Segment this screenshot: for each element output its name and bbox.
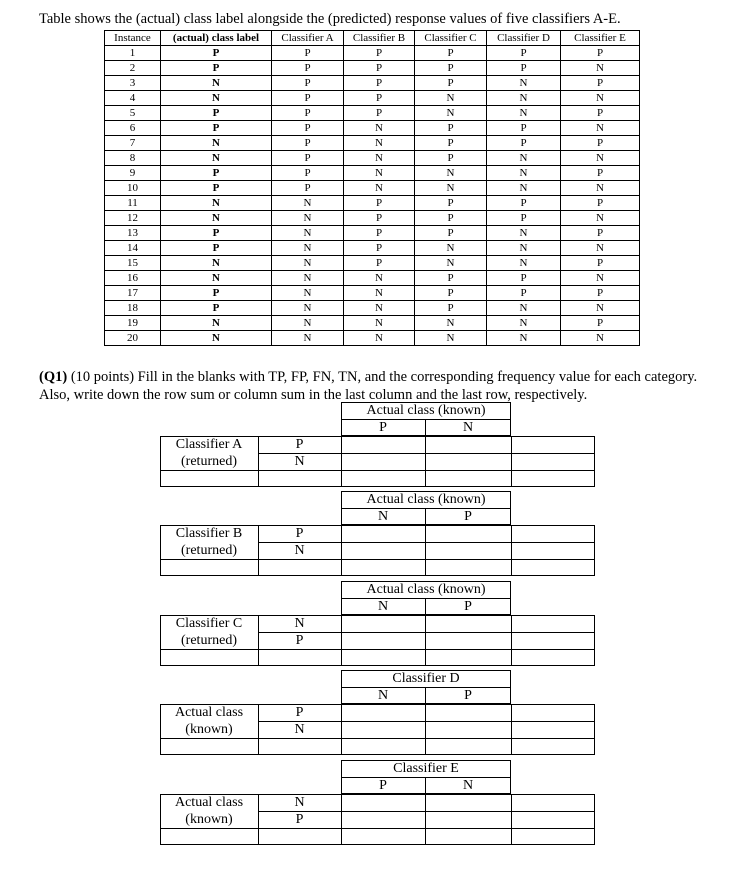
- prediction-cell: P: [415, 271, 487, 286]
- prediction-cell: P: [415, 61, 487, 76]
- prediction-cell: P: [272, 61, 344, 76]
- prediction-cell: N: [487, 316, 561, 331]
- prediction-cell: P: [415, 136, 487, 151]
- prediction-cell: P: [561, 76, 640, 91]
- prediction-cell: N: [561, 91, 640, 106]
- header-classifier-e: Classifier E: [561, 31, 640, 46]
- matrix-col-label: P: [464, 688, 472, 703]
- table-row: [105, 226, 640, 241]
- table-row: [105, 46, 640, 61]
- prediction-cell: N: [487, 331, 561, 346]
- grid-line: [160, 738, 595, 739]
- header-instance: Instance: [105, 31, 161, 46]
- table-row: [105, 271, 640, 286]
- table-row: [105, 136, 640, 151]
- matrix-col-label: P: [379, 778, 387, 793]
- question-q1: [39, 368, 719, 404]
- instance-cell: 12: [105, 211, 161, 226]
- instance-cell: 14: [105, 241, 161, 256]
- grid-line: [341, 525, 342, 576]
- prediction-cell: P: [344, 256, 415, 271]
- grid-line: [341, 615, 342, 666]
- table-row: [105, 91, 640, 106]
- table-row: [105, 241, 640, 256]
- actual-label-cell: P: [161, 301, 272, 316]
- matrix-row-label: N: [294, 616, 305, 631]
- prediction-cell: P: [344, 241, 415, 256]
- prediction-cell: P: [272, 121, 344, 136]
- matrix-header: Actual class (known): [366, 403, 486, 418]
- instance-cell: 13: [105, 226, 161, 241]
- instance-cell: 8: [105, 151, 161, 166]
- prediction-cell: P: [272, 181, 344, 196]
- table-row: [105, 256, 640, 271]
- prediction-cell: P: [561, 136, 640, 151]
- prediction-cell: P: [272, 91, 344, 106]
- prediction-cell: P: [272, 46, 344, 61]
- prediction-cell: N: [561, 181, 640, 196]
- prediction-cell: P: [415, 121, 487, 136]
- matrix-col-label: N: [462, 778, 474, 793]
- prediction-cell: P: [344, 76, 415, 91]
- table-row: [105, 151, 640, 166]
- instance-cell: 7: [105, 136, 161, 151]
- prediction-cell: N: [415, 91, 487, 106]
- matrix-header: Actual class (known): [366, 492, 486, 507]
- actual-label-cell: N: [161, 196, 272, 211]
- prediction-cell: P: [561, 106, 640, 121]
- matrix-row-label: P: [295, 437, 304, 452]
- table-row: [105, 61, 640, 76]
- instance-cell: 6: [105, 121, 161, 136]
- actual-label-cell: P: [161, 106, 272, 121]
- prediction-cell: N: [272, 271, 344, 286]
- matrix-row-title: Classifier A: [175, 437, 243, 452]
- table-row: [105, 181, 640, 196]
- prediction-cell: N: [561, 301, 640, 316]
- actual-label-cell: N: [161, 136, 272, 151]
- prediction-cell: P: [561, 226, 640, 241]
- matrix-row-label: P: [295, 812, 304, 827]
- prediction-cell: P: [561, 286, 640, 301]
- matrix-col-label: N: [377, 599, 389, 614]
- instance-cell: 10: [105, 181, 161, 196]
- prediction-cell: P: [487, 211, 561, 226]
- matrix-col-label: N: [377, 688, 389, 703]
- matrix-row-label: P: [295, 705, 304, 720]
- grid-line: [341, 794, 342, 845]
- prediction-cell: P: [487, 286, 561, 301]
- prediction-cell: N: [415, 241, 487, 256]
- prediction-cell: N: [487, 76, 561, 91]
- prediction-cell: P: [344, 91, 415, 106]
- grid-line: [511, 794, 512, 845]
- prediction-cell: P: [561, 46, 640, 61]
- prediction-cell: N: [415, 316, 487, 331]
- prediction-cell: P: [415, 46, 487, 61]
- table-row: [105, 196, 640, 211]
- table-row: [105, 106, 640, 121]
- prediction-cell: N: [272, 241, 344, 256]
- prediction-cell: N: [344, 166, 415, 181]
- header-classifier-a: Classifier A: [272, 31, 344, 46]
- prediction-cell: N: [272, 196, 344, 211]
- instance-cell: 4: [105, 91, 161, 106]
- matrix-row-label: N: [294, 722, 305, 737]
- actual-label-cell: N: [161, 256, 272, 271]
- matrix-header: Actual class (known): [366, 582, 486, 597]
- prediction-cell: N: [272, 316, 344, 331]
- instance-cell: 3: [105, 76, 161, 91]
- prediction-cell: N: [487, 106, 561, 121]
- grid-line: [160, 649, 595, 650]
- prediction-cell: N: [272, 286, 344, 301]
- prediction-cell: N: [344, 136, 415, 151]
- actual-label-cell: P: [161, 46, 272, 61]
- table-row: [105, 166, 640, 181]
- prediction-cell: P: [487, 121, 561, 136]
- prediction-cell: N: [272, 301, 344, 316]
- matrix-col-label: P: [379, 420, 387, 435]
- grid-line: [425, 525, 426, 576]
- grid-line: [425, 794, 426, 845]
- grid-line: [511, 525, 512, 576]
- grid-line: [425, 436, 426, 487]
- prediction-cell: N: [344, 331, 415, 346]
- actual-label-cell: N: [161, 76, 272, 91]
- matrix-header: Classifier D: [392, 671, 460, 686]
- prediction-cell: P: [272, 106, 344, 121]
- instance-cell: 5: [105, 106, 161, 121]
- prediction-cell: P: [487, 136, 561, 151]
- actual-label-cell: P: [161, 181, 272, 196]
- instance-cell: 18: [105, 301, 161, 316]
- matrix-col-label: N: [462, 420, 474, 435]
- prediction-cell: N: [272, 331, 344, 346]
- header-classifier-c: Classifier C: [415, 31, 487, 46]
- prediction-cell: N: [487, 241, 561, 256]
- prediction-cell: N: [344, 286, 415, 301]
- actual-label-cell: P: [161, 226, 272, 241]
- instance-cell: 19: [105, 316, 161, 331]
- matrix-row-label: N: [294, 543, 305, 558]
- matrix-row-title-sub: (returned): [181, 633, 237, 648]
- matrix-col-label: P: [464, 509, 472, 524]
- prediction-cell: N: [415, 331, 487, 346]
- prediction-cell: P: [415, 226, 487, 241]
- actual-label-cell: P: [161, 121, 272, 136]
- prediction-cell: N: [561, 61, 640, 76]
- table-header-row: [105, 31, 640, 46]
- prediction-cell: N: [561, 271, 640, 286]
- prediction-cell: N: [272, 211, 344, 226]
- instance-cell: 11: [105, 196, 161, 211]
- grid-line: [160, 828, 595, 829]
- table-row: [105, 76, 640, 91]
- matrix-row-title: Classifier B: [175, 526, 243, 541]
- instance-cell: 1: [105, 46, 161, 61]
- prediction-cell: N: [344, 316, 415, 331]
- prediction-cell: N: [415, 106, 487, 121]
- prediction-cell: P: [561, 256, 640, 271]
- table-row: [105, 301, 640, 316]
- grid-line: [425, 615, 426, 666]
- matrix-header: Classifier E: [393, 761, 459, 776]
- prediction-cell: P: [415, 286, 487, 301]
- prediction-cell: P: [272, 151, 344, 166]
- prediction-cell: P: [487, 196, 561, 211]
- grid-line: [341, 436, 342, 487]
- prediction-cell: P: [344, 196, 415, 211]
- prediction-cell: P: [415, 151, 487, 166]
- prediction-cell: P: [415, 211, 487, 226]
- prediction-cell: N: [561, 121, 640, 136]
- prediction-cell: P: [561, 166, 640, 181]
- table-row: [105, 286, 640, 301]
- prediction-cell: N: [487, 91, 561, 106]
- prediction-cell: P: [561, 316, 640, 331]
- prediction-cell: N: [561, 241, 640, 256]
- header-actual-label: (actual) class label: [161, 31, 272, 46]
- prediction-cell: P: [487, 46, 561, 61]
- actual-label-cell: N: [161, 331, 272, 346]
- prediction-cell: N: [344, 121, 415, 136]
- actual-label-cell: P: [161, 166, 272, 181]
- prediction-cell: P: [487, 271, 561, 286]
- question-label: (Q1): [39, 369, 68, 385]
- actual-label-cell: P: [161, 241, 272, 256]
- prediction-cell: N: [561, 331, 640, 346]
- prediction-cell: N: [487, 301, 561, 316]
- actual-label-cell: P: [161, 61, 272, 76]
- matrix-row-title-sub: (returned): [181, 454, 237, 469]
- prediction-cell: P: [344, 211, 415, 226]
- prediction-cell: N: [415, 256, 487, 271]
- prediction-cell: P: [344, 46, 415, 61]
- intro-text: Table shows the (actual) class label alongside the (predicted) response values of five classifiers A-E.: [39, 11, 621, 27]
- grid-line: [511, 615, 512, 666]
- instance-cell: 17: [105, 286, 161, 301]
- grid-line: [160, 470, 595, 471]
- prediction-cell: P: [272, 136, 344, 151]
- prediction-cell: N: [344, 301, 415, 316]
- instance-cell: 2: [105, 61, 161, 76]
- prediction-cell: N: [344, 271, 415, 286]
- table-row: [105, 121, 640, 136]
- prediction-cell: N: [561, 211, 640, 226]
- matrix-row-title-sub: (known): [185, 812, 233, 827]
- prediction-cell: P: [344, 106, 415, 121]
- prediction-cell: P: [487, 61, 561, 76]
- prediction-cell: N: [272, 226, 344, 241]
- prediction-cell: P: [415, 76, 487, 91]
- prediction-cell: N: [344, 181, 415, 196]
- instance-cell: 20: [105, 331, 161, 346]
- matrix-row-label: N: [294, 795, 305, 810]
- actual-label-cell: N: [161, 316, 272, 331]
- grid-line: [425, 704, 426, 755]
- matrix-row-label: P: [295, 526, 304, 541]
- instance-cell: 15: [105, 256, 161, 271]
- table-row: [105, 211, 640, 226]
- matrix-row-label: N: [294, 454, 305, 469]
- prediction-cell: P: [272, 76, 344, 91]
- prediction-cell: N: [344, 151, 415, 166]
- prediction-cell: P: [344, 226, 415, 241]
- prediction-cell: N: [487, 151, 561, 166]
- classifier-table: [104, 30, 640, 346]
- grid-line: [341, 704, 342, 755]
- matrix-row-label: P: [295, 633, 304, 648]
- prediction-cell: N: [415, 181, 487, 196]
- prediction-cell: N: [561, 151, 640, 166]
- prediction-cell: P: [561, 196, 640, 211]
- grid-line: [511, 704, 512, 755]
- matrix-col-label: P: [464, 599, 472, 614]
- header-classifier-b: Classifier B: [344, 31, 415, 46]
- matrix-row-title: Actual class: [174, 795, 244, 810]
- matrix-col-label: N: [377, 509, 389, 524]
- table-row: [105, 316, 640, 331]
- actual-label-cell: N: [161, 211, 272, 226]
- instance-cell: 9: [105, 166, 161, 181]
- grid-line: [160, 559, 595, 560]
- prediction-cell: P: [344, 61, 415, 76]
- matrix-row-title-sub: (known): [185, 722, 233, 737]
- actual-label-cell: N: [161, 271, 272, 286]
- actual-label-cell: P: [161, 286, 272, 301]
- prediction-cell: N: [272, 256, 344, 271]
- header-classifier-d: Classifier D: [487, 31, 561, 46]
- prediction-cell: P: [415, 196, 487, 211]
- prediction-cell: N: [487, 166, 561, 181]
- matrix-row-title: Actual class: [174, 705, 244, 720]
- prediction-cell: N: [487, 256, 561, 271]
- question-text: (10 points) Fill in the blanks with TP, FP, FN, TN, and the corresponding frequency value for each category. Also, write down the row sum or column sum in the last column and the last row, respectively.: [39, 369, 698, 403]
- prediction-cell: N: [415, 166, 487, 181]
- actual-label-cell: N: [161, 151, 272, 166]
- prediction-cell: P: [415, 301, 487, 316]
- matrix-row-title-sub: (returned): [181, 543, 237, 558]
- prediction-cell: P: [272, 166, 344, 181]
- actual-label-cell: N: [161, 91, 272, 106]
- prediction-cell: N: [487, 226, 561, 241]
- prediction-cell: N: [487, 181, 561, 196]
- matrix-row-title: Classifier C: [175, 616, 243, 631]
- instance-cell: 16: [105, 271, 161, 286]
- grid-line: [511, 436, 512, 487]
- table-row: [105, 331, 640, 346]
